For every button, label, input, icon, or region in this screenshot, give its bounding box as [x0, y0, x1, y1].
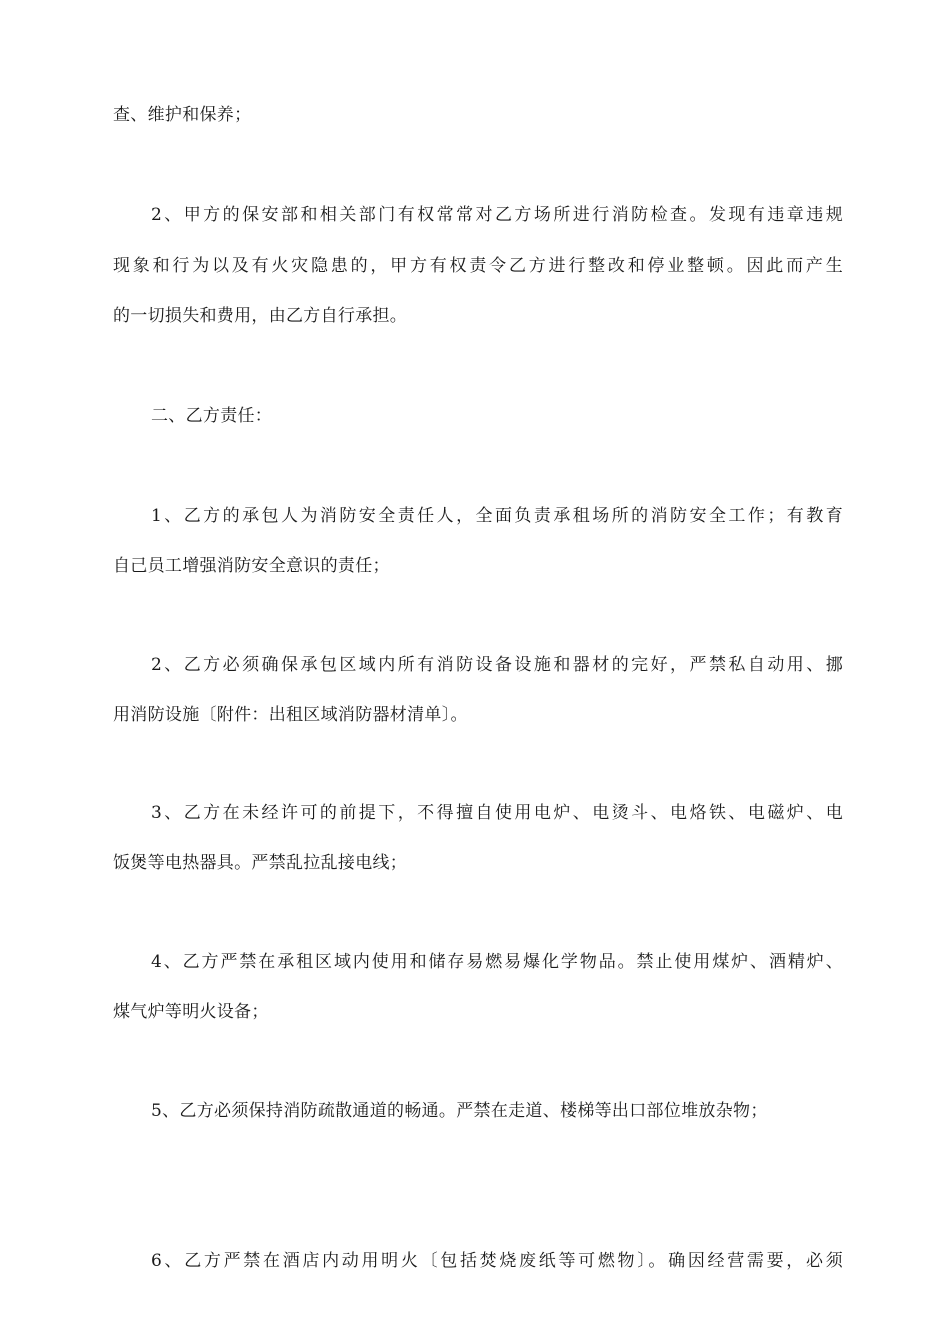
text-line: 3、乙方在未经许可的前提下，不得擅自使用电炉、电烫斗、电烙铁、电磁炉、电 — [151, 803, 843, 823]
text-line: 现象和行为以及有火灾隐患的，甲方有权责令乙方进行整改和停业整顿。因此而产生 — [113, 256, 843, 276]
text-line: 4、乙方严禁在承租区域内使用和储存易燃易爆化学物品。禁止使用煤炉、酒精炉、 — [151, 952, 843, 972]
text-line: 煤气炉等明火设备； — [113, 1002, 269, 1022]
text-line: 饭煲等电热器具。严禁乱拉乱接电线； — [113, 853, 408, 873]
section-heading: 二、乙方责任： — [151, 406, 273, 426]
text-line: 6、乙方严禁在酒店内动用明火〔包括焚烧废纸等可燃物〕。确因经营需要，必须 — [151, 1251, 843, 1271]
text-line: 2、乙方必须确保承包区域内所有消防设备设施和器材的完好，严禁私自动用、挪 — [151, 655, 843, 675]
text-line: 用消防设施〔附件：出租区域消防器材清单〕。 — [113, 705, 468, 725]
text-line: 2、甲方的保安部和相关部门有权常常对乙方场所进行消防检查。发现有违章违规 — [151, 205, 843, 225]
text-line: 1、乙方的承包人为消防安全责任人，全面负责承租场所的消防安全工作；有教育 — [151, 506, 843, 526]
text-line: 5、乙方必须保持消防疏散通道的畅通。严禁在走道、楼梯等出口部位堆放杂物； — [151, 1101, 768, 1121]
text-line: 查、维护和保养； — [113, 105, 252, 125]
text-line: 自己员工增强消防安全意识的责任； — [113, 556, 390, 576]
text-line: 的一切损失和费用，由乙方自行承担。 — [113, 306, 408, 326]
